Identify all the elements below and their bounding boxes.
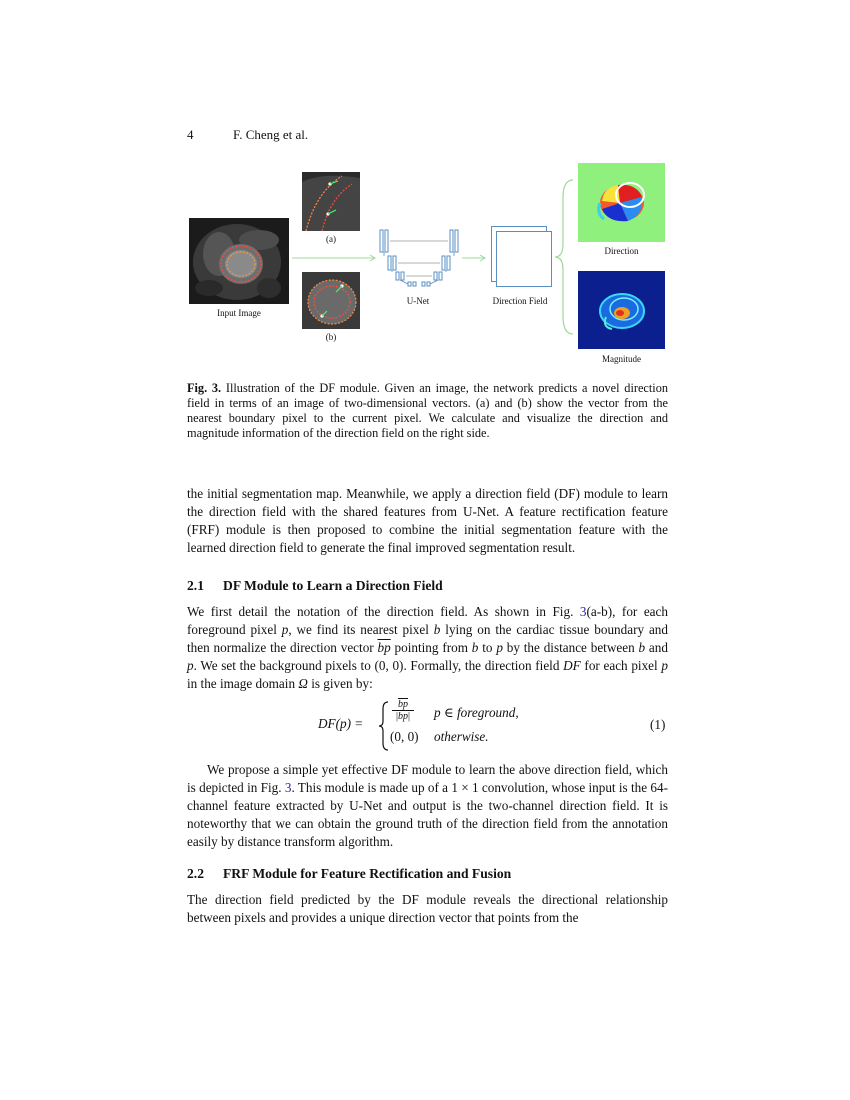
var-b: b: [638, 640, 646, 655]
page-number: 4: [187, 127, 194, 142]
equation-number: (1): [650, 717, 666, 732]
figure-caption: [187, 381, 668, 441]
crop-b-image: [302, 272, 360, 329]
equation-1: [318, 699, 678, 753]
fig-3-link[interactable]: 3: [284, 780, 292, 795]
var-p: p: [281, 622, 289, 637]
var-p: p: [661, 658, 668, 673]
section-2-2-title: FRF Module for Feature Rectification and Fusion: [223, 866, 512, 881]
unet-label: U-Net: [406, 296, 430, 306]
section-2-1-number: 2.1: [187, 578, 204, 593]
var-b: b: [471, 640, 479, 655]
magnitude-label: Magnitude: [602, 354, 641, 364]
eq-brace: [378, 701, 390, 751]
var-b: b: [433, 622, 441, 637]
eq-num-bp: $\overline{bp}$: [398, 699, 408, 710]
direction-field-box-front: [496, 231, 552, 287]
arrow-input-to-unet: [290, 252, 382, 264]
var-p: p: [496, 640, 503, 655]
paragraph-3: [187, 761, 668, 851]
direction-map: [578, 163, 665, 242]
caption-label: Fig. 3.: [187, 381, 222, 395]
p2-text: by the distance between: [502, 640, 639, 655]
p2-text: and: [645, 640, 668, 655]
eq-fraction: $\overline{bp}$ $|\overline{bp}|$: [392, 699, 414, 722]
direction-label: Direction: [604, 246, 639, 256]
input-image-label: Input Image: [217, 308, 261, 318]
section-2-1-title: DF Module to Learn a Direction Field: [223, 578, 443, 593]
p2-text: lying on the cardiac tissue boundary and then normalize the direction vector: [187, 622, 668, 655]
var-df: DF: [563, 658, 581, 673]
section-2-2-number: 2.2: [187, 866, 204, 881]
fig-3-link[interactable]: 3: [579, 604, 587, 619]
eq-case2-cond: otherwise.: [434, 729, 489, 744]
running-authors: F. Cheng et al.: [233, 127, 309, 142]
caption-text: Illustration of the DF module. Given an image, the network predicts a novel direction field in terms of an image of two-dimensional vectors. (a) and (b) show the vector from the nearest boundary pixel to the current pixel. We calculate and visualize the direction and magnitude information of the direction field on the right side.: [187, 381, 668, 440]
p2-text: for each pixel: [580, 658, 662, 673]
eq-lhs: DF(p) =: [318, 716, 364, 731]
direction-field-label: Direction Field: [492, 296, 548, 306]
paragraph-2: [187, 603, 668, 693]
paragraph-1: the initial segmentation map. Meanwhile, we apply a direction field (DF) module to learn the direction field with the shared features from U-Net. A feature rectification feature (FRF) module is then proposed to combine the initial segmentation feature with the learned direction field to generate the final improved segmentation result.: [187, 486, 668, 555]
p2-text: We first detail the notation of the direction field. As shown in Fig.: [187, 604, 580, 619]
figure-3: [0, 0, 850, 380]
p2-text: in the image domain: [187, 676, 299, 691]
paragraph-4: The direction field predicted by the DF module reveals the directional relationship between pixels and provides a unique direction vector that points from the: [187, 892, 668, 925]
section-2-1-heading: [187, 578, 443, 594]
var-bp-vector: $\overline{bp}$: [377, 640, 391, 655]
eq-den-bp: $\overline{bp}$: [398, 711, 408, 722]
p2-text: is given by:: [307, 676, 373, 691]
p3-text: We propose a simple yet effective DF module to learn the above direction field, which is depicted in Fig.: [187, 762, 668, 795]
curly-brace: [553, 178, 575, 336]
arrow-unet-to-df: [460, 252, 490, 264]
p3-text: . This module is made up of a 1 × 1 convolution, whose input is the 64-channel feature extracted by U-Net and output is the two-channel direction field. It is noteworthy that we can obtain the ground truth of the direction field from the annotation easily by distance transform algorithm.: [187, 780, 668, 849]
magnitude-map: [578, 271, 665, 349]
crop-a-image: [302, 172, 360, 231]
eq-case2-val: (0, 0): [390, 729, 419, 744]
p2-text: pointing from: [390, 640, 472, 655]
p2-text: . We set the background pixels to (0, 0). Formally, the direction field: [193, 658, 564, 673]
crop-b-label: (b): [325, 332, 337, 342]
eq-case1-cond: p ∈ foreground,: [434, 705, 519, 720]
p2-text: to: [478, 640, 497, 655]
var-omega: Ω: [298, 676, 308, 691]
unet-diagram: [378, 226, 460, 292]
var-p: p: [187, 658, 194, 673]
section-2-2-heading: [187, 866, 511, 882]
p2-text: , we find its nearest pixel: [288, 622, 434, 637]
input-mri-image: [189, 218, 289, 304]
crop-a-label: (a): [326, 234, 336, 244]
p2-text: (a-b), for each foreground pixel: [187, 604, 668, 637]
